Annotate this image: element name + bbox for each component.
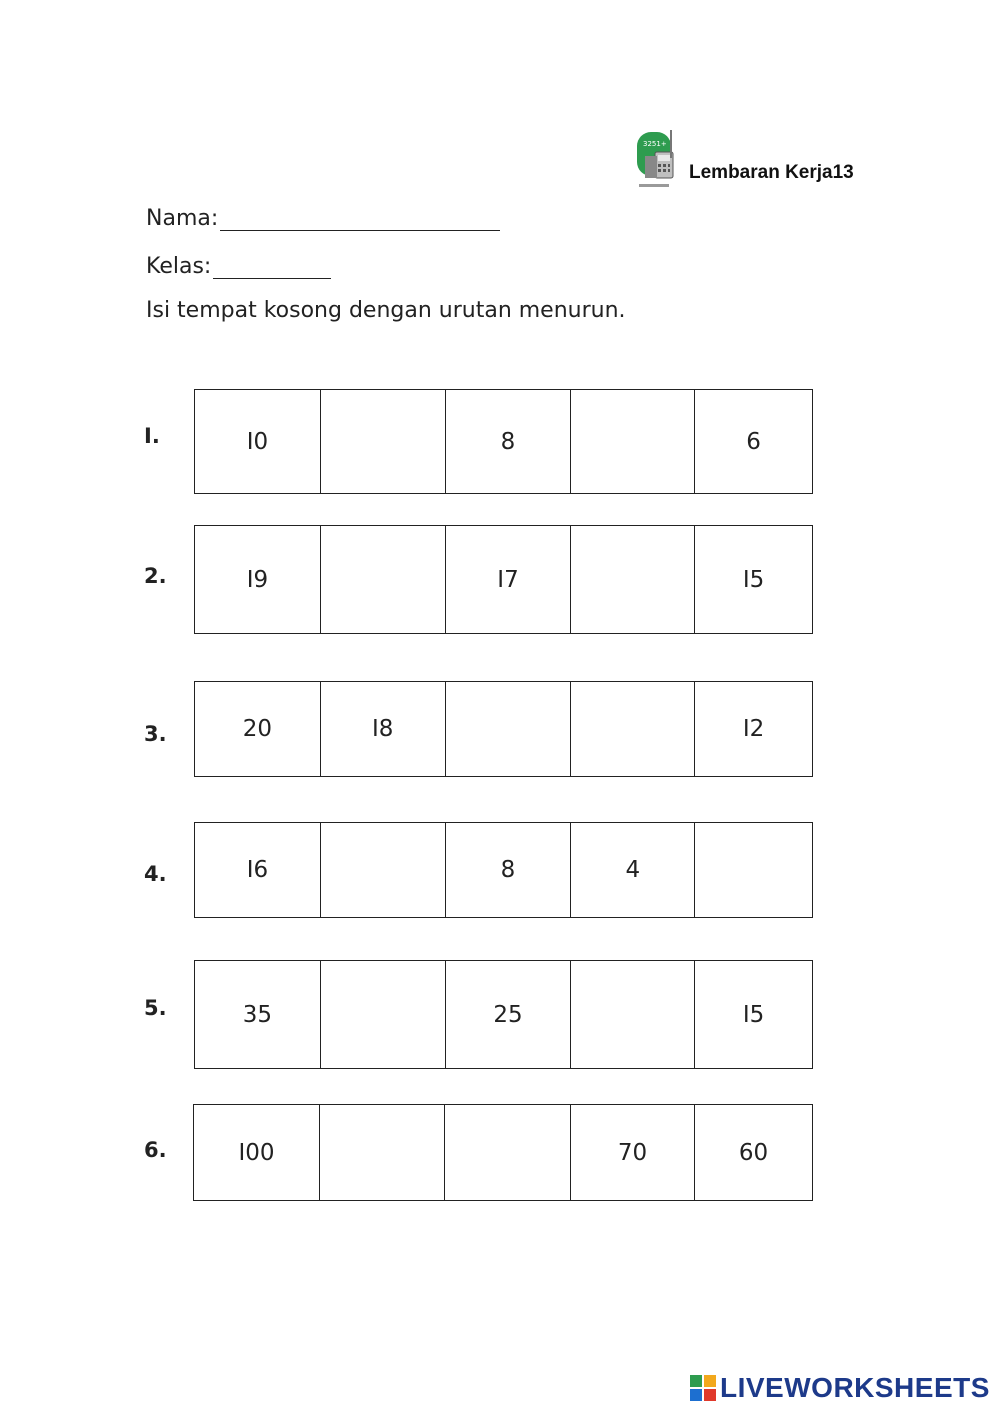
sequence-row [194, 822, 813, 918]
answer-input[interactable] [455, 1132, 560, 1176]
given-number-cell [446, 961, 572, 1068]
given-number: I5 [742, 566, 765, 593]
given-number-cell [695, 961, 813, 1068]
answer-input[interactable] [456, 708, 561, 751]
question-number: 4. [144, 862, 167, 886]
answer-cell[interactable] [320, 1105, 445, 1200]
answer-input[interactable] [581, 556, 684, 605]
answer-input[interactable] [581, 991, 684, 1040]
class-label: Kelas: [146, 254, 212, 279]
given-number: 6 [746, 428, 761, 455]
given-number-cell [195, 682, 321, 776]
given-number: 4 [625, 857, 641, 883]
teacher-calculator-icon [635, 128, 685, 194]
question-number: 3. [144, 722, 167, 746]
liveworksheets-logo [690, 1372, 990, 1404]
given-number-cell [695, 1105, 813, 1200]
given-number: I5 [742, 1001, 765, 1028]
answer-input[interactable] [331, 556, 435, 605]
given-number: I9 [246, 566, 269, 593]
answer-cell[interactable] [571, 390, 695, 493]
answer-input[interactable] [331, 849, 435, 892]
question-number: I. [144, 424, 160, 448]
given-number: 25 [493, 1001, 523, 1028]
given-number-cell [446, 823, 572, 917]
brand-text: LIVEWORKSHEETS [720, 1372, 990, 1403]
given-number: I6 [246, 857, 269, 883]
given-number: I0 [246, 428, 269, 455]
given-number-cell [571, 823, 695, 917]
answer-cell[interactable] [321, 526, 446, 633]
question-number: 5. [144, 996, 167, 1020]
given-number: 70 [617, 1139, 648, 1166]
given-number: I2 [742, 716, 765, 742]
answer-cell[interactable] [571, 526, 695, 633]
given-number-cell [195, 823, 321, 917]
name-input-line[interactable] [220, 206, 500, 231]
question-number: 6. [144, 1138, 167, 1162]
sequence-row [194, 681, 813, 777]
brand-grid-icon [690, 1375, 716, 1401]
answer-cell[interactable] [571, 682, 695, 776]
answer-cell[interactable] [321, 823, 446, 917]
sequence-row [194, 960, 813, 1069]
given-number-cell [194, 1105, 320, 1200]
answer-cell[interactable] [446, 682, 572, 776]
given-number-cell [695, 682, 813, 776]
given-number: 8 [500, 857, 516, 883]
answer-input[interactable] [330, 1132, 434, 1176]
answer-input[interactable] [705, 849, 802, 892]
class-input-line[interactable] [213, 254, 331, 279]
given-number: I8 [371, 716, 394, 742]
sequence-row [193, 1104, 813, 1201]
given-number-cell [695, 390, 813, 493]
given-number-cell [195, 526, 321, 633]
answer-cell[interactable] [695, 823, 813, 917]
answer-input[interactable] [581, 708, 684, 751]
answer-input[interactable] [581, 419, 684, 466]
answer-cell[interactable] [321, 390, 446, 493]
given-number: I00 [238, 1139, 275, 1166]
answer-input[interactable] [331, 991, 435, 1040]
sequence-row [194, 525, 813, 634]
question-number: 2. [144, 564, 167, 588]
name-field [146, 206, 500, 231]
answer-cell[interactable] [571, 961, 695, 1068]
given-number-cell [321, 682, 446, 776]
name-label: Nama: [146, 206, 219, 231]
given-number-cell [695, 526, 813, 633]
given-number: 8 [500, 428, 516, 455]
given-number: 35 [242, 1001, 273, 1028]
given-number-cell [195, 390, 321, 493]
instruction-text: Isi tempat kosong dengan urutan menurun. [146, 298, 626, 323]
answer-input[interactable] [331, 419, 435, 466]
sheet-title: Lembaran Kerja13 [689, 162, 854, 183]
given-number: 20 [242, 716, 273, 742]
given-number-cell [195, 961, 321, 1068]
given-number-cell [446, 390, 572, 493]
svg-text:3251+: 3251+ [643, 140, 667, 148]
given-number-cell [446, 526, 572, 633]
given-number: I7 [497, 566, 519, 593]
given-number: 60 [738, 1139, 769, 1166]
class-field [146, 254, 331, 279]
sequence-row [194, 389, 813, 494]
given-number-cell [571, 1105, 695, 1200]
answer-cell[interactable] [445, 1105, 571, 1200]
answer-cell[interactable] [321, 961, 446, 1068]
